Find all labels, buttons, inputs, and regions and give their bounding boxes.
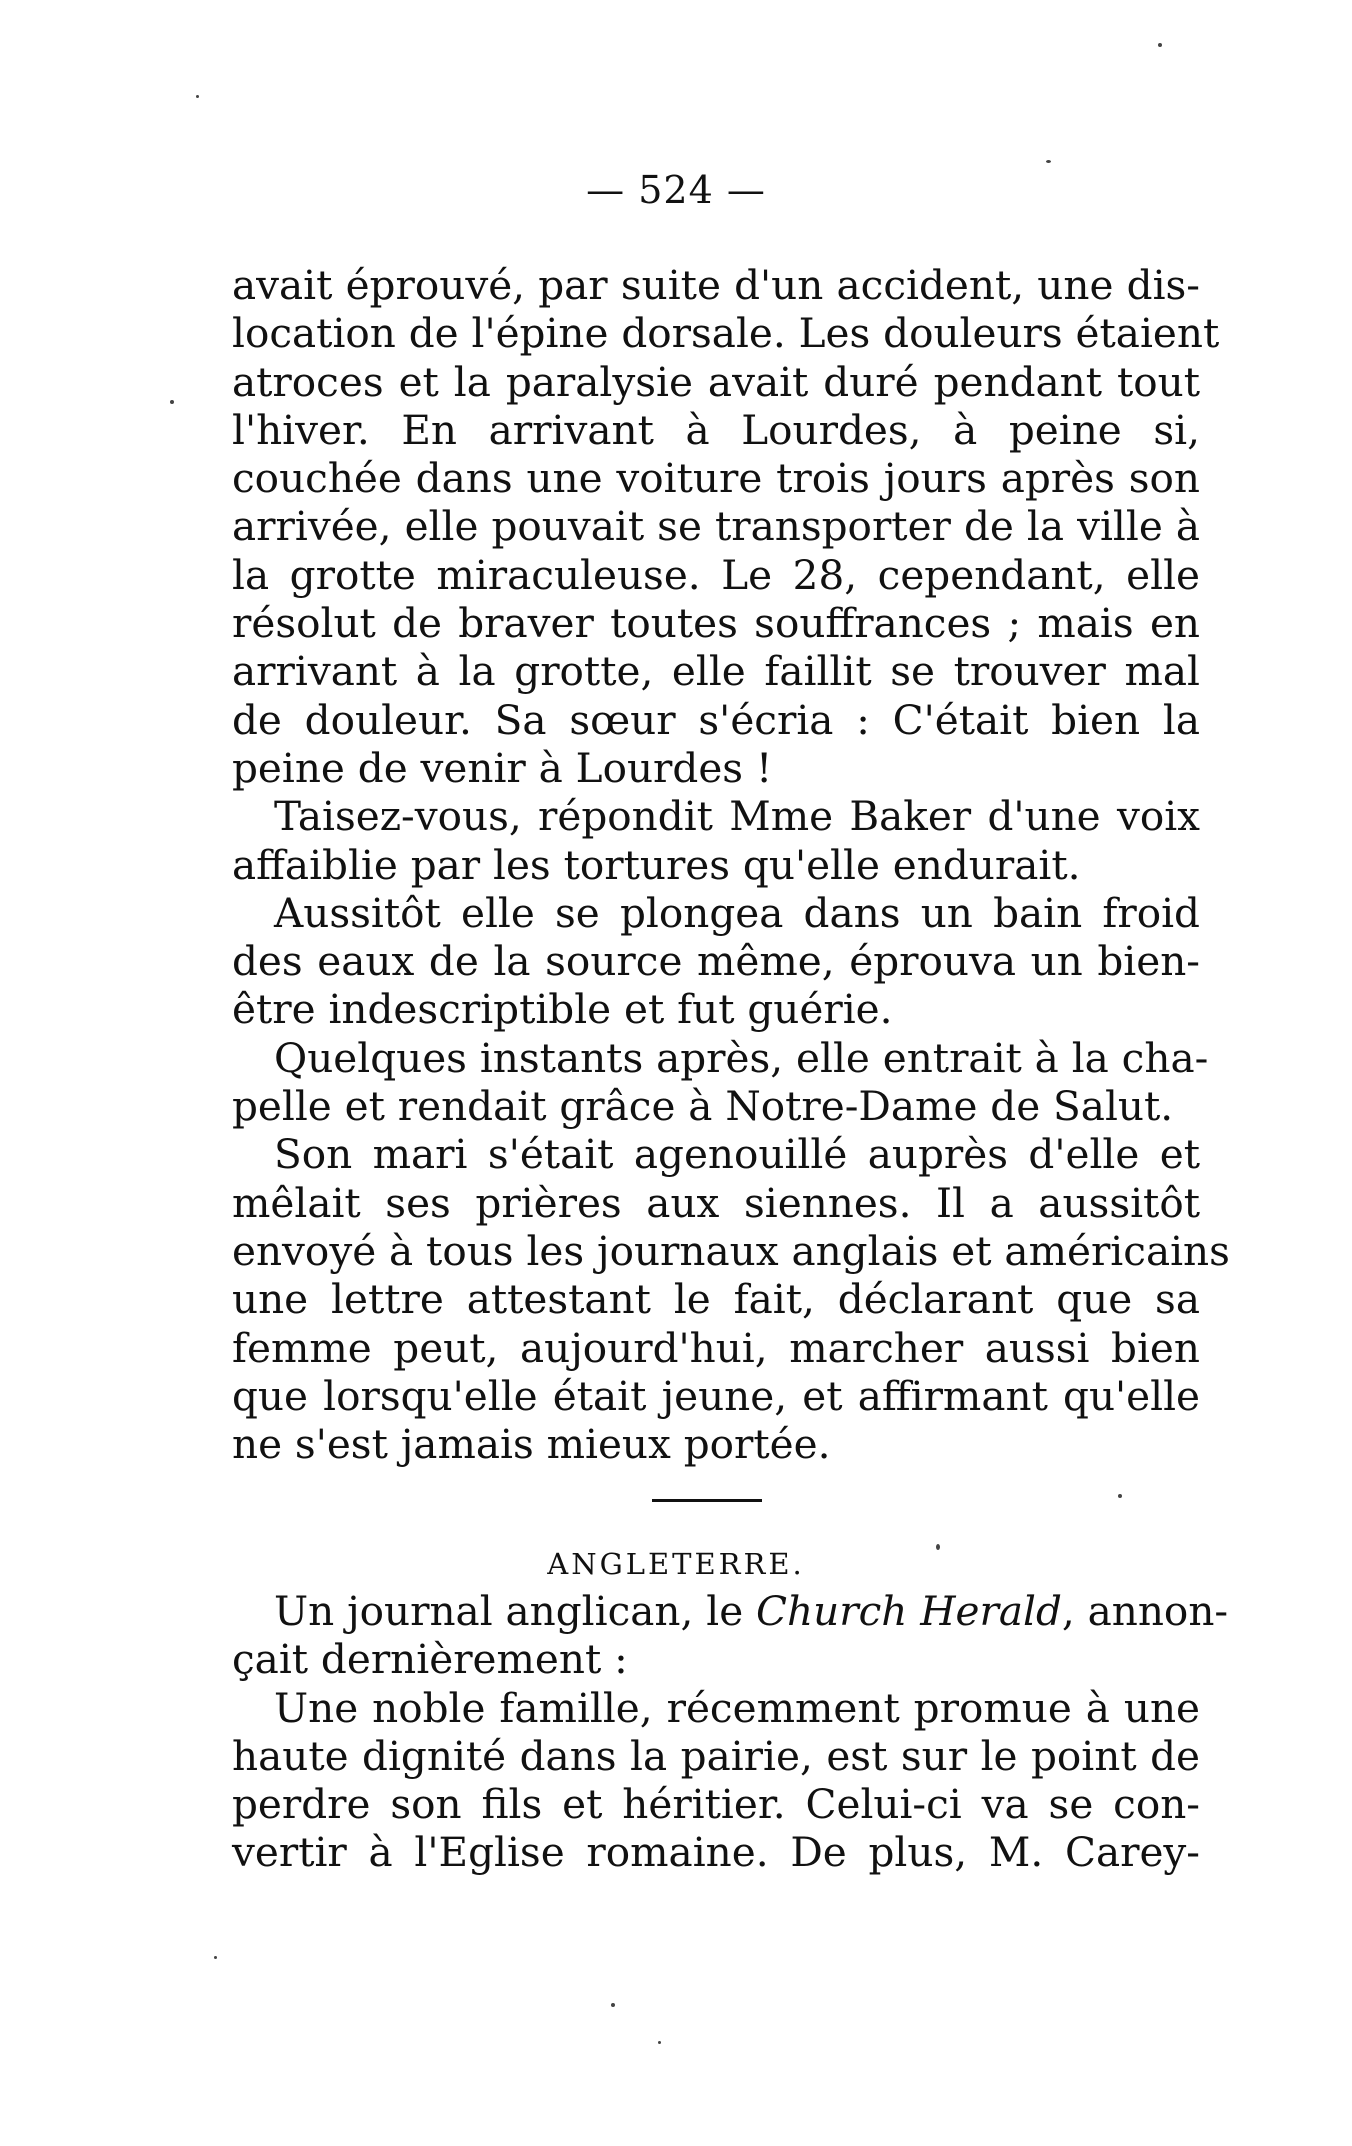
paragraph [232,889,1200,1034]
text-line: Taisez-vous, répondit Mme Baker d'une voix [274,792,1200,841]
print-speck [214,1956,217,1959]
paragraph [232,792,1200,889]
paragraph [232,1684,1200,1877]
text-line: location de l'épine dorsale. Les douleurs étaient [232,309,1220,358]
text-run: Un journal anglican, le [274,1587,757,1635]
print-speck [196,95,199,98]
text-line: que lorsqu'elle était jeune, et affirmant qu'elle [232,1371,1200,1420]
text-line: avait éprouvé, par suite d'un accident, une dis- [232,261,1200,309]
text-line: de douleur. Sa sœur s'écria : C'était bien la [232,695,1200,744]
text-line: pelle et rendait grâce à Notre-Dame de Salut. [232,1082,1174,1131]
page-number: — 524 — [586,168,766,212]
publication-title: Church Herald [756,1587,1062,1635]
text-run: , annon- [1061,1587,1229,1635]
text-line: Aussitôt elle se plongea dans un bain froid [274,888,1200,937]
paragraph [232,1130,1230,1469]
text-line: arrivant à la grotte, elle faillit se trouver mal [232,647,1200,696]
text-line: affaiblie par les tortures qu'elle endurait. [232,840,1081,889]
text-line: ne s'est jamais mieux portée. [232,1420,831,1469]
text-line: atroces et la paralysie avait duré pendant tout [232,357,1200,406]
text-line: envoyé à tous les journaux anglais et américains [232,1226,1230,1275]
text-line: résolut de braver toutes souffrances ; mais en [232,599,1200,648]
print-speck [611,2003,615,2007]
text-line: vertir à l'Eglise romaine. De plus, M. Carey- [232,1828,1200,1877]
main-text-bottom [232,1587,1229,1877]
section-divider [652,1499,762,1502]
text-line: la grotte miraculeuse. Le 28, cependant, elle [232,550,1200,599]
print-speck [936,1544,940,1550]
paragraph [232,1033,1209,1131]
main-text-top [232,261,1230,1469]
text-line: çait dernièrement : [232,1635,628,1684]
section-heading: ANGLETERRE. [547,1547,805,1581]
text-line: couchée dans une voiture trois jours après son [232,454,1200,503]
print-speck [1046,160,1051,163]
text-line [232,1587,1229,1635]
print-speck [170,400,174,404]
text-line: peine de venir à Lourdes ! [232,743,773,792]
text-line: Quelques instants après, elle entrait à la cha- [274,1033,1209,1082]
text-line: Son mari s'était agenouillé auprès d'elle et [274,1130,1200,1179]
text-line: arrivée, elle pouvait se transporter de la ville à [232,502,1200,551]
print-speck [1118,1494,1122,1498]
text-line: des eaux de la source même, éprouva un bien- [232,937,1200,986]
paragraph [232,261,1220,792]
text-line: Une noble famille, récemment promue à une [274,1683,1200,1732]
text-line: mêlait ses prières aux siennes. Il a aussitôt [232,1178,1200,1227]
print-speck [1158,43,1162,47]
paragraph [232,1587,1229,1684]
text-line: être indescriptible et fut guérie. [232,985,893,1034]
text-line: l'hiver. En arrivant à Lourdes, à peine si, [232,405,1200,454]
print-speck [658,2041,661,2044]
text-line: femme peut, aujourd'hui, marcher aussi bien [232,1323,1200,1372]
text-line: une lettre attestant le fait, déclarant que sa [232,1275,1200,1324]
text-line: perdre son fils et héritier. Celui-ci va se con- [232,1780,1200,1829]
text-line: haute dignité dans la pairie, est sur le point de [232,1731,1200,1780]
